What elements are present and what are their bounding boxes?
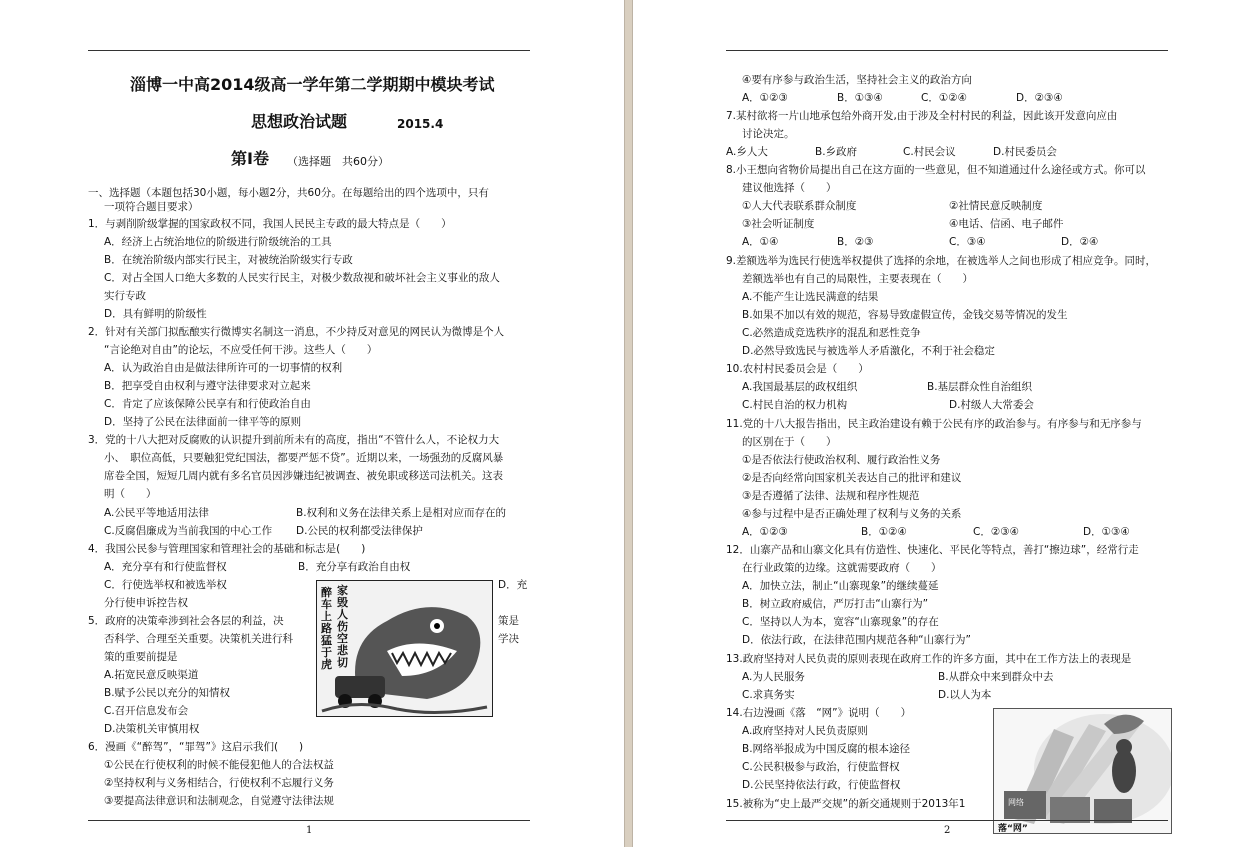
question-text: 明（ ） bbox=[104, 488, 157, 500]
cartoon-caption-right: 家毁人伤空悲切 bbox=[337, 584, 348, 669]
option: C.必然造成竞选秩序的混乱和恶性竞争 bbox=[742, 327, 921, 339]
question-6: 6．漫画《“醉驾”，“罪驾”》这启示我们( ) bbox=[88, 741, 304, 753]
option: D．依法行政，在法律范围内规范各种“山寨行为” bbox=[742, 634, 971, 646]
cartoon-caption-left: 醉车上路猛于虎 bbox=[321, 586, 332, 671]
option: D．充 bbox=[498, 579, 528, 591]
option: B．①③④ bbox=[837, 92, 883, 104]
option: C.村民会议 bbox=[903, 146, 956, 158]
option: D．①③④ bbox=[1083, 526, 1130, 538]
option: B．①②④ bbox=[861, 526, 907, 538]
statement: ③要提高法律意识和法制观念，自觉遵守法律法规 bbox=[104, 795, 334, 807]
option: B．树立政府威信，严厉打击“山寨行为” bbox=[742, 598, 929, 610]
page-1 bbox=[0, 0, 624, 847]
option: A.公民平等地适用法律 bbox=[104, 507, 209, 519]
question-10: 10.农村村民委员会是（ ） bbox=[726, 363, 869, 375]
question-8: 8.小王想向省物价局提出自己在这方面的一些意见，但不知道通过什么途径或方式。你可以 bbox=[726, 164, 1146, 176]
option: A．①②③ bbox=[742, 92, 788, 104]
option: C．①②④ bbox=[921, 92, 968, 104]
option: A.不能产生让选民满意的结果 bbox=[742, 291, 879, 303]
option: D.村级人大常委会 bbox=[949, 399, 1034, 411]
page-number: 2 bbox=[944, 825, 951, 836]
exam-date: 2015.4 bbox=[397, 117, 444, 131]
net-label: 网络 bbox=[1008, 798, 1024, 807]
statement: ①公民在行使权利的时候不能侵犯他人的合法权益 bbox=[104, 759, 334, 771]
option: 实行专政 bbox=[104, 290, 146, 302]
question-text: 策的重要前提是 bbox=[104, 651, 178, 663]
option: D.决策机关审慎用权 bbox=[104, 723, 200, 735]
option: A．认为政治自由是做法律所许可的一切事情的权利 bbox=[104, 362, 343, 374]
option: B.如果不加以有效的规范，容易导致虚假宣传，金钱交易等情况的发生 bbox=[742, 309, 1068, 321]
question-text: 讨论决定。 bbox=[742, 128, 795, 140]
question-text: 席卷全国，短短几周内就有多名官员因涉嫌违纪被调查、被免职或移送司法机关。这表 bbox=[104, 470, 503, 482]
page-gutter bbox=[624, 0, 633, 847]
question-5: 5．政府的决策牵涉到社会各层的利益，决 bbox=[88, 615, 284, 627]
option: B.赋予公民以充分的知情权 bbox=[104, 687, 231, 699]
net-cartoon bbox=[993, 708, 1172, 834]
option: B.权利和义务在法律关系上是相对应而存在的 bbox=[296, 507, 507, 519]
question-text: 策是 bbox=[498, 615, 519, 627]
option: B.网络举报成为中国反腐的根本途径 bbox=[742, 743, 911, 755]
option: 分行使申诉控告权 bbox=[104, 597, 188, 609]
question-text: 否科学、合理至关重要。决策机关进行科 bbox=[104, 633, 293, 645]
instructions-line: 一、选择题（本题包括30小题，每小题2分，共60分。在每题给出的四个选项中，只有 bbox=[88, 187, 489, 199]
option: D．②④ bbox=[1061, 236, 1099, 248]
option: B.基层群众性自治组织 bbox=[927, 381, 1033, 393]
option: A．经济上占统治地位的阶级进行阶级统治的工具 bbox=[104, 236, 332, 248]
question-2: 2．针对有关部门拟酝酿实行微博实名制这一消息，不少持反对意见的网民认为微博是个人 bbox=[88, 326, 505, 338]
question-text: 学决 bbox=[498, 633, 519, 645]
question-text: 建议他选择（ ） bbox=[742, 182, 837, 194]
statement: ②社情民意反映制度 bbox=[949, 200, 1043, 212]
option: D．②③④ bbox=[1016, 92, 1063, 104]
option: C．行使选举权和被选举权 bbox=[104, 579, 227, 591]
option: C．③④ bbox=[949, 236, 986, 248]
question-15: 15.被称为“史上最严交规”的新交通规则于2013年1 bbox=[726, 798, 966, 810]
statement: ③社会听证制度 bbox=[742, 218, 815, 230]
option: D.村民委员会 bbox=[993, 146, 1057, 158]
statement: ④电话、信函、电子邮件 bbox=[949, 218, 1064, 230]
option: D.必然导致选民与被选举人矛盾激化，不利于社会稳定 bbox=[742, 345, 995, 357]
question-11: 11.党的十八大报告指出，民主政治建设有赖于公民有序的政治参与。有序参与和无序参与 bbox=[726, 418, 1142, 430]
page-number: 1 bbox=[306, 825, 313, 836]
page-2 bbox=[633, 0, 1255, 847]
question-text: 在行业政策的边缘。这就需要政府（ ） bbox=[742, 562, 942, 574]
option: D.公民的权利都受法律保护 bbox=[296, 525, 423, 537]
option: A.乡人大 bbox=[726, 146, 768, 158]
footer-rule bbox=[726, 820, 1168, 821]
option: D.公民坚持依法行政，行使监督权 bbox=[742, 779, 901, 791]
option: C.公民积极参与政治，行使监督权 bbox=[742, 761, 900, 773]
question-3: 3．党的十八大把对反腐败的认识提升到前所未有的高度，指出“不管什么人，不论权力大 bbox=[88, 434, 500, 446]
option: A.为人民服务 bbox=[742, 671, 805, 683]
header-rule bbox=[88, 50, 530, 51]
option: C.村民自治的权力机构 bbox=[742, 399, 848, 411]
question-text: 的区别在于（ ） bbox=[742, 436, 837, 448]
header-rule bbox=[726, 50, 1168, 51]
option: A．充分享有和行使监督权 bbox=[104, 561, 227, 573]
question-7: 7.某村欲将一片山地承包给外商开发,由于涉及全村村民的利益，因此该开发意向应由 bbox=[726, 110, 1118, 122]
statement: ③是否遵循了法律、法规和程序性规范 bbox=[742, 490, 920, 502]
question-4: 4．我国公民参与管理国家和管理社会的基础和标志是( ) bbox=[88, 543, 366, 555]
question-13: 13.政府坚持对人民负责的原则表现在政府工作的许多方面，其中在工作方法上的表现是 bbox=[726, 653, 1132, 665]
option: C．坚持以人为本，宽容“山寨现象”的存在 bbox=[742, 616, 939, 628]
option: B.乡政府 bbox=[815, 146, 858, 158]
option: B．充分享有政治自由权 bbox=[298, 561, 411, 573]
subject-title: 思想政治试题 bbox=[251, 112, 348, 131]
option: D．具有鲜明的阶级性 bbox=[104, 308, 207, 320]
option: A.拓宽民意反映渠道 bbox=[104, 669, 199, 681]
option: C.反腐倡廉成为当前我国的中心工作 bbox=[104, 525, 273, 537]
question-14: 14.右边漫画《落 “网”》说明（ ） bbox=[726, 707, 912, 719]
question-12: 12．山寨产品和山寨文化具有仿造性、快速化、平民化等特点，善打“擦边球”，经常行走 bbox=[726, 544, 1139, 556]
option: A．①②③ bbox=[742, 526, 788, 538]
option: A.我国最基层的政权组织 bbox=[742, 381, 858, 393]
option: C．肯定了应该保障公民享有和行使政治自由 bbox=[104, 398, 311, 410]
question-text: 差额选举也有自己的局限性，主要表现在（ ） bbox=[742, 273, 973, 285]
option: A．加快立法，制止“山寨现象”的继续蔓延 bbox=[742, 580, 939, 592]
statement: ④参与过程中是否正确处理了权利与义务的关系 bbox=[742, 508, 962, 520]
option: B．在统治阶级内部实行民主，对被统治阶级实行专政 bbox=[104, 254, 353, 266]
question-text: 小、 职位高低，只要触犯党纪国法，都要严惩不贷”。近期以来，一场强劲的反腐风暴 bbox=[104, 452, 504, 464]
statement: ①是否依法行使政治权利、履行政治性义务 bbox=[742, 454, 941, 466]
instructions-line: 一项符合题目要求） bbox=[104, 201, 199, 213]
cartoon-caption: 落“网” bbox=[998, 824, 1028, 834]
question-1: 1．与剥削阶级掌握的国家政权不同，我国人民民主专政的最大特点是（ ） bbox=[88, 218, 452, 230]
option: A.政府坚持对人民负责原则 bbox=[742, 725, 868, 737]
statement: ④要有序参与政治生活，坚持社会主义的政治方向 bbox=[742, 74, 972, 86]
option: D．坚持了公民在法律面前一律平等的原则 bbox=[104, 416, 302, 428]
footer-rule bbox=[88, 820, 530, 821]
statement: ①人大代表联系群众制度 bbox=[742, 200, 857, 212]
exam-title: 淄博一中高2014级高一学年第二学期期中模块考试 bbox=[130, 75, 495, 94]
option: B.从群众中来到群众中去 bbox=[938, 671, 1054, 683]
statement: ②是否向经常向国家机关表达自己的批评和建议 bbox=[742, 472, 962, 484]
drunk-driving-cartoon bbox=[316, 580, 493, 717]
option: C.召开信息发布会 bbox=[104, 705, 189, 717]
option: C.求真务实 bbox=[742, 689, 795, 701]
option: A．①④ bbox=[742, 236, 779, 248]
option: C．②③④ bbox=[973, 526, 1020, 538]
section-note: （选择题 共60分） bbox=[287, 155, 389, 168]
question-text: “言论绝对自由”的论坛，不应受任何干涉。这些人（ ） bbox=[104, 344, 378, 356]
section-title: 第Ⅰ卷 bbox=[231, 149, 269, 168]
option: D.以人为本 bbox=[938, 689, 992, 701]
statement: ②坚持权利与义务相结合，行使权利不忘履行义务 bbox=[104, 777, 334, 789]
cartoon-drawing bbox=[994, 709, 1171, 833]
question-9: 9.差额选举为选民行使选举权提供了选择的余地，在被选举人之间也形成了相应竞争。同时， bbox=[726, 255, 1157, 267]
option: C．对占全国人口绝大多数的人民实行民主，对极少数敌视和破坏社会主义事业的敌人 bbox=[104, 272, 500, 284]
option: B．②③ bbox=[837, 236, 874, 248]
option: B．把享受自由权利与遵守法律要求对立起来 bbox=[104, 380, 311, 392]
